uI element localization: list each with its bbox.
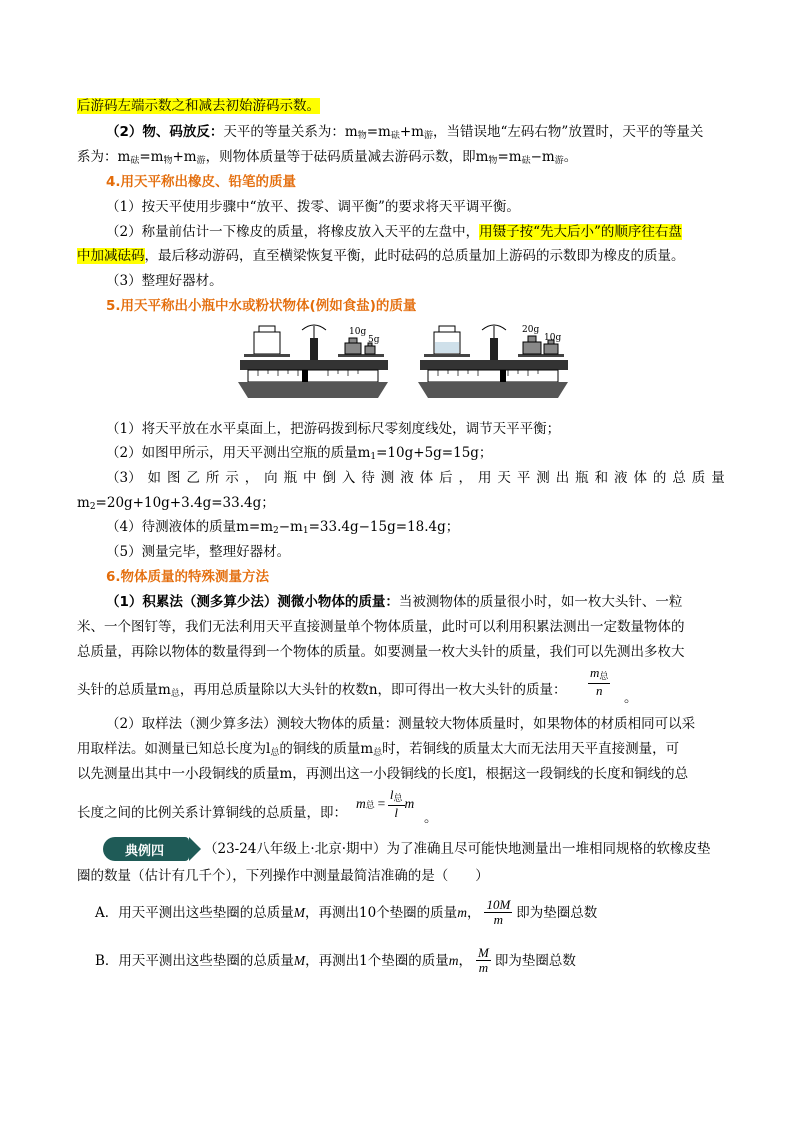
text-line (106, 592, 682, 612)
subscript: 砝 (521, 156, 531, 166)
text: =m (497, 149, 522, 165)
variable: M (293, 904, 305, 920)
char: ， (244, 470, 259, 486)
char: 入 (341, 470, 356, 486)
char: 测 (380, 470, 395, 486)
option-a[interactable] (95, 898, 597, 927)
char: 后 (439, 470, 453, 486)
text: 系为：m (77, 149, 131, 165)
text: ，再用总质量除以大头针的枚数n，即可得出一枚大头针的质量： (179, 682, 567, 698)
section-heading-4: 4.用天平称出橡皮、铅笔的质量 (106, 174, 297, 190)
variable: M (293, 952, 306, 968)
subscript: 游 (554, 156, 564, 166)
text: 天平的等量关系为：m (223, 124, 358, 140)
text: 即为垫圈总数 (516, 904, 598, 921)
subscript: 物 (357, 131, 367, 141)
char: 中 (303, 470, 317, 486)
denominator: m (478, 960, 489, 975)
char: 平 (516, 470, 531, 486)
char: 所 (205, 470, 220, 486)
badge-label: 典例四 (125, 844, 165, 859)
highlighted-text: 用镊子按“先大后小”的顺序往右盘 (479, 224, 682, 240)
variable: m (448, 952, 459, 968)
text-line: （5）测量完毕，整理好器材。 (106, 544, 291, 560)
numerator: l (389, 787, 394, 802)
text: 即为垫圈总数 (494, 952, 576, 969)
char: 量 (711, 470, 725, 486)
char: 总 (672, 470, 686, 486)
text-line: （3）整理好器材。 (106, 273, 223, 289)
char: 测 (536, 470, 550, 486)
fraction-l-over-l (388, 788, 405, 820)
text-line (77, 680, 567, 704)
text: 。 (624, 690, 638, 706)
text-line (77, 96, 320, 116)
char: 液 (614, 470, 628, 486)
numerator: M (478, 945, 489, 960)
denominator: n (595, 683, 603, 698)
subscript: 砝 (390, 131, 400, 141)
question-text: （23-24八年级上·北京·期中）为了准确且尽可能快地测量出一堆相同规格的软橡皮垫 (204, 841, 711, 857)
text: 的铜线的质量m (279, 741, 374, 757)
text: 用取样法。如测量已知总长度为l (77, 741, 271, 757)
subscript: 总 (393, 793, 403, 803)
text: 当被测物体的质量很小时，如一枚大头针、一粒 (398, 594, 683, 610)
variable: m (356, 796, 366, 811)
subscript: 砝 (130, 156, 140, 166)
text-line: 长度之间的比例关系计算铜线的总质量，即： (77, 805, 347, 821)
weight-label: 5g (368, 335, 380, 345)
subscript: 游 (196, 156, 206, 166)
fraction (476, 946, 491, 975)
char: 和 (594, 470, 609, 486)
paragraph-reverse-placement (106, 122, 703, 146)
text: +m (399, 124, 424, 140)
subscript: 总 (270, 748, 280, 758)
variable: m (457, 904, 467, 920)
char: 示 (225, 470, 239, 486)
weight-label: 10g (349, 327, 367, 337)
text-line: （2）取样法（测少算多法）测较大物体的质量：测量较大物体质量时，如果物体的材质相同可以采 (106, 716, 696, 732)
subscript: 总 (365, 800, 375, 811)
char: 用 (477, 470, 492, 486)
text: ，当错误地“左码右物”放置时，天平的等量关 (433, 124, 704, 140)
variable: m (404, 796, 415, 811)
subscript: 物 (163, 156, 173, 166)
char: 瓶 (283, 470, 298, 486)
bold-heading: （2）物、码放反： (106, 124, 224, 140)
text-line (77, 739, 679, 763)
text-line: 米、一个图钉等，我们无法利用天平直接测量单个物体质量，此时可以利用积累法测出一定数量物体的 (77, 619, 685, 635)
text-line (106, 443, 492, 467)
char: ， (458, 470, 473, 486)
char: 质 (691, 470, 706, 486)
text: =20g+10g+3.4g=33.4g； (95, 495, 275, 511)
text-line: （1）将天平放在水平桌面上，把游码拨到标尺零刻度线处，调节天平平衡； (106, 421, 561, 437)
text: ， (466, 904, 481, 921)
text: m (77, 495, 90, 511)
subscript: 2 (273, 526, 279, 536)
fraction-m-over-n (588, 666, 610, 698)
weight-label: 10g (544, 333, 562, 343)
weight-label: 20g (522, 325, 540, 335)
text: 时，若铜线的质量太大而无法用天平直接测量，可 (382, 741, 680, 757)
text-line (77, 147, 577, 171)
char: 倒 (322, 470, 336, 486)
char: 待 (361, 470, 375, 486)
option-b[interactable] (95, 946, 576, 975)
section-heading-6: 6.物体质量的特殊测量方法 (106, 569, 270, 585)
justified-text-line (106, 468, 725, 488)
text-line (77, 493, 275, 517)
balance-figure (238, 318, 578, 406)
text: =10g+5g=15g； (376, 445, 493, 461)
example-badge (103, 837, 189, 861)
text-line (77, 246, 685, 266)
text: −m (278, 519, 303, 535)
text: =m (366, 124, 391, 140)
balance-left (238, 325, 388, 398)
text: ，再测出10个垫圈的质量 (305, 904, 458, 921)
balance-right (418, 325, 568, 398)
char: 如 (147, 470, 162, 486)
fraction (484, 898, 512, 927)
text: =m (139, 149, 164, 165)
subscript: 1 (302, 526, 309, 536)
section-heading-5: 5.用天平称出小瓶中水或粉状物体(例如食盐)的质量 (106, 298, 417, 314)
text: ，则物体质量等于砝码质量减去游码示数，即m (205, 149, 489, 165)
char: 体 (633, 470, 647, 486)
subscript: 游 (424, 131, 434, 141)
text: B．用天平测出这些垫圈的总质量 (95, 952, 294, 969)
char: 乙 (186, 470, 200, 486)
char: 的 (652, 470, 667, 486)
question-text: 圈的数量（估计有几千个），下列操作中测量最简洁准确的是（ ） (77, 868, 489, 884)
char: 体 (419, 470, 434, 486)
char: （3） (106, 470, 142, 486)
numerator: m (590, 665, 600, 680)
formula-total-mass: m 总 = $\frac{l_总}{l}$ m (356, 787, 415, 820)
text-line (106, 517, 459, 541)
text: A．用天平测出这些垫圈的总质量 (95, 904, 294, 921)
text: （2）称量前估计一下橡皮的质量，将橡皮放入天平的左盘中， (106, 224, 480, 240)
text: （4）待测液体的质量m=m (106, 519, 274, 535)
char: 图 (166, 470, 181, 486)
text: ，再测出1个垫圈的质量 (305, 952, 449, 969)
text-line: （1）按天平使用步骤中“放平、拨零、调平衡”的要求将天平调平衡。 (106, 199, 520, 215)
char: 天 (497, 470, 511, 486)
text: 。 (563, 149, 578, 165)
subscript: 总 (599, 671, 609, 681)
char: 液 (400, 470, 414, 486)
highlighted-text: 中加减砝码 (77, 248, 145, 264)
text: ， (458, 952, 473, 969)
subscript: 2 (89, 502, 96, 512)
char: 瓶 (575, 470, 589, 486)
char: 向 (264, 470, 278, 486)
text: 头针的总质量m (77, 682, 171, 698)
text: =33.4g−15g=18.4g； (308, 519, 460, 535)
text: ，最后移动游码，直至横梁恢复平衡，此时砝码的总质量加上游码的示数即为橡皮的质量。 (144, 248, 685, 264)
subscript: 总 (170, 689, 180, 699)
text: −m (530, 149, 555, 165)
denominator: l (394, 805, 399, 820)
text-line: 以先测量出其中一小段铜线的质量m，再测出这一小段铜线的长度l，根据这一段铜线的长度和铜线的总 (77, 766, 689, 782)
denominator: m (493, 912, 504, 927)
subscript: 1 (370, 452, 377, 462)
text-line: 总质量，再除以物体的数量得到一个物体的质量。如要测量一枚大头针的质量，我们可以先测出多枚大 (77, 644, 685, 660)
subscript: 总 (373, 748, 383, 758)
text-line (106, 222, 682, 242)
subscript: 物 (488, 156, 498, 166)
text: 。 (424, 810, 438, 826)
text: +m (172, 149, 197, 165)
highlighted-text: 后游码左端示数之和减去初始游码示数。 (77, 98, 320, 114)
bold-heading: （1）积累法（测多算少法）测微小物体的质量： (106, 594, 399, 610)
char: 出 (555, 470, 570, 486)
numerator: 10M (486, 897, 511, 912)
text: （2）如图甲所示，用天平测出空瓶的质量m (106, 445, 371, 461)
